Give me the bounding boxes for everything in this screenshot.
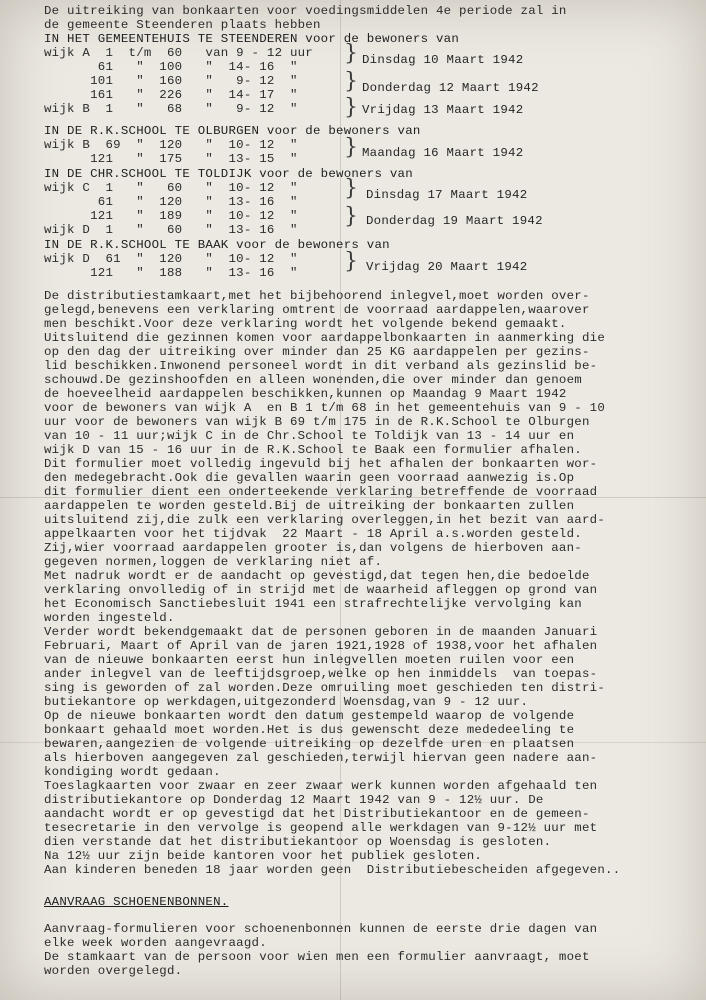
date-label: Dinsdag 10 Maart 1942 bbox=[362, 53, 524, 67]
schedule-row: wijk C 1 " 60 " 10- 12 " bbox=[44, 181, 298, 195]
location-heading: IN DE CHR.SCHOOL TE TOLDIJK voor de bewoners van bbox=[44, 167, 413, 181]
body-line: ander inlegvel van de leeftijdsgroep,welke op hen inmiddels van toepas- bbox=[44, 667, 598, 681]
body-line: worden ingesteld. bbox=[44, 611, 175, 625]
body-line: verklaring onvolledig of in strijd met de waarheid afleggen op grond van bbox=[44, 583, 598, 597]
brace: } bbox=[344, 41, 358, 66]
brace: } bbox=[344, 69, 358, 94]
body-line: gelegd,benevens een verklaring omtrent de voorraad aardappelen,waarover bbox=[44, 303, 590, 317]
brace: } bbox=[344, 135, 358, 160]
shoes-line: elke week worden aangevraagd. bbox=[44, 936, 267, 950]
shoes-line: worden overgelegd. bbox=[44, 964, 183, 978]
schedule-row: 161 " 226 " 14- 17 " bbox=[44, 88, 298, 102]
body-line: De distributiestamkaart,met het bijbehoorend inlegvel,moet worden over- bbox=[44, 289, 590, 303]
body-line: van de nieuwe bonkaarten eerst hun inlegvellen moeten ruilen voor een bbox=[44, 653, 575, 667]
schedule-row: wijk D 1 " 60 " 13- 16 " bbox=[44, 223, 298, 237]
body-line: Dit formulier moet volledig ingevuld bij het afhalen der bonkaarten wor- bbox=[44, 457, 598, 471]
body-line: lid beschikken.Inwonend personeel wordt in dit verband als gezinslid be- bbox=[44, 359, 598, 373]
location-heading: IN DE R.K.SCHOOL TE OLBURGEN voor de bewoners van bbox=[44, 124, 421, 138]
body-line: Verder wordt bekendgemaakt dat de personen geboren in de maanden Januari bbox=[44, 625, 598, 639]
location-heading: IN DE R.K.SCHOOL TE BAAK voor de bewoners van bbox=[44, 238, 390, 252]
location-heading: IN HET GEMEENTEHUIS TE STEENDEREN voor de bewoners van bbox=[44, 32, 460, 46]
body-line: sing is geworden of zal worden.Deze omruiling moet geschieden ten distri- bbox=[44, 681, 606, 695]
body-line: Aan kinderen beneden 18 jaar worden geen Distributiebescheiden afgegeven.. bbox=[44, 863, 621, 877]
body-line: als hierboven aangegeven zal geschieden,terwijl hiervan geen nadere aan- bbox=[44, 751, 598, 765]
body-line: schouwd.De gezinshoofden en alleen wonenden,die over minder dan genoem bbox=[44, 373, 582, 387]
shoes-line: Aanvraag-formulieren voor schoenenbonnen kunnen de eerste drie dagen van bbox=[44, 922, 598, 936]
body-line: Uitsluitend die gezinnen komen voor aardappelbonkaarten in aanmerking die bbox=[44, 331, 606, 345]
body-line: op den dag der uitreiking over minder dan 25 KG aardappelen per gezins- bbox=[44, 345, 590, 359]
schedule-row: 61 " 120 " 13- 16 " bbox=[44, 195, 298, 209]
body-line: dien verstande dat het distributiekantoor op Woensdag is gesloten. bbox=[44, 835, 552, 849]
date-label: Maandag 16 Maart 1942 bbox=[362, 146, 524, 160]
schedule-row: 121 " 189 " 10- 12 " bbox=[44, 209, 298, 223]
body-line: distributiekantore op Donderdag 12 Maart 1942 van 9 - 12½ uur. De bbox=[44, 793, 544, 807]
body-line: Op de nieuwe bonkaarten wordt den datum gestempeld waarop de volgende bbox=[44, 709, 575, 723]
schedule-row: 101 " 160 " 9- 12 " bbox=[44, 74, 298, 88]
brace: } bbox=[344, 176, 358, 201]
body-line: Zij,wier voorraad aardappelen grooter is,dan volgens de hierboven aan- bbox=[44, 541, 582, 555]
body-line: bewaren,aangezien de volgende uitreiking op dezelfde uren en plaatsen bbox=[44, 737, 575, 751]
body-line: uur voor de bewoners van wijk B 69 t/m 175 in de R.K.School te Olburgen bbox=[44, 415, 590, 429]
schedule-row: wijk D 61 " 120 " 10- 12 " bbox=[44, 252, 298, 266]
body-line: Met nadruk wordt er de aandacht op gevestigd,dat tegen hen,die bedoelde bbox=[44, 569, 590, 583]
body-line: bonkaart gehaald moet worden.Het is dus gewenscht deze mededeeling te bbox=[44, 723, 575, 737]
schedule-row: 121 " 188 " 13- 16 " bbox=[44, 266, 298, 280]
body-line: appelkaarten voor het tijdvak 22 Maart - 18 April a.s.worden gesteld. bbox=[44, 527, 582, 541]
date-label: Donderdag 12 Maart 1942 bbox=[362, 81, 539, 95]
body-line: men beschikt.Voor deze verklaring wordt het volgende bekend gemaakt. bbox=[44, 317, 567, 331]
body-line: voor de bewoners van wijk A en B 1 t/m 68 in het gemeentehuis van 9 - 10 bbox=[44, 401, 606, 415]
body-line: wijk D van 15 - 16 uur in de R.K.School te Baak een formulier afhalen. bbox=[44, 443, 582, 457]
body-line: gegeven normen,loggen de verklaring niet af. bbox=[44, 555, 383, 569]
schedule-row: 61 " 100 " 14- 16 " bbox=[44, 60, 298, 74]
body-line: van 10 - 11 uur;wijk C in de Chr.School te Toldijk van 13 - 14 uur en bbox=[44, 429, 575, 443]
body-line: den medegebracht.Ook die gevallen waarin geen voorraad aanwezig is.Op bbox=[44, 471, 575, 485]
brace: } bbox=[344, 204, 358, 229]
body-line: aandacht wordt er op gevestigd dat het Distributiekantoor en de gemeen- bbox=[44, 807, 590, 821]
intro-line: de gemeente Steenderen plaats hebben bbox=[44, 18, 321, 32]
body-line: Februari, Maart of April van de jaren 1921,1928 of 1938,voor het afhalen bbox=[44, 639, 598, 653]
body-line: butiekantore op werkdagen,uitgezonderd Woensdag,van 9 - 12 uur. bbox=[44, 695, 529, 709]
body-line: kondiging wordt gedaan. bbox=[44, 765, 221, 779]
body-line: het Economisch Sanctiebesluit 1941 een strafrechtelijke vervolging kan bbox=[44, 597, 582, 611]
date-label: Vrijdag 20 Maart 1942 bbox=[366, 260, 528, 274]
brace: } bbox=[344, 249, 358, 274]
body-line: Toeslagkaarten voor zwaar en zeer zwaar werk kunnen worden afgehaald ten bbox=[44, 779, 598, 793]
body-line: uitsluitend zij,die zulk een verklaring overleggen,in het bezit van aard- bbox=[44, 513, 606, 527]
body-line: aardappelen te worden gesteld.Bij de uitreiking der bonkaarten zullen bbox=[44, 499, 575, 513]
shoes-line: De stamkaart van de persoon voor wien men een formulier aanvraagt, moet bbox=[44, 950, 590, 964]
section-heading-schoenenbonnen: AANVRAAG SCHOENENBONNEN. bbox=[44, 895, 229, 909]
schedule-row: wijk A 1 t/m 60 van 9 - 12 uur bbox=[44, 46, 313, 60]
date-label: Dinsdag 17 Maart 1942 bbox=[366, 188, 528, 202]
intro-line: De uitreiking van bonkaarten voor voedingsmiddelen 4e periode zal in bbox=[44, 4, 567, 18]
body-line: Na 12½ uur zijn beide kantoren voor het publiek gesloten. bbox=[44, 849, 483, 863]
schedule-row: 121 " 175 " 13- 15 " bbox=[44, 152, 298, 166]
date-label: Vrijdag 13 Maart 1942 bbox=[362, 103, 524, 117]
body-line: dit formulier dient een onderteekende verklaring betreffende de voorraad bbox=[44, 485, 598, 499]
schedule-row: wijk B 69 " 120 " 10- 12 " bbox=[44, 138, 298, 152]
body-line: tesecretarie in den vervolge is geopend alle werkdagen van 9-12½ uur met bbox=[44, 821, 598, 835]
date-label: Donderdag 19 Maart 1942 bbox=[366, 214, 543, 228]
body-line: de hoeveelheid aardappelen beschikken,kunnen op Maandag 9 Maart 1942 bbox=[44, 387, 567, 401]
brace: } bbox=[344, 95, 358, 120]
schedule-row: wijk B 1 " 68 " 9- 12 " bbox=[44, 102, 298, 116]
